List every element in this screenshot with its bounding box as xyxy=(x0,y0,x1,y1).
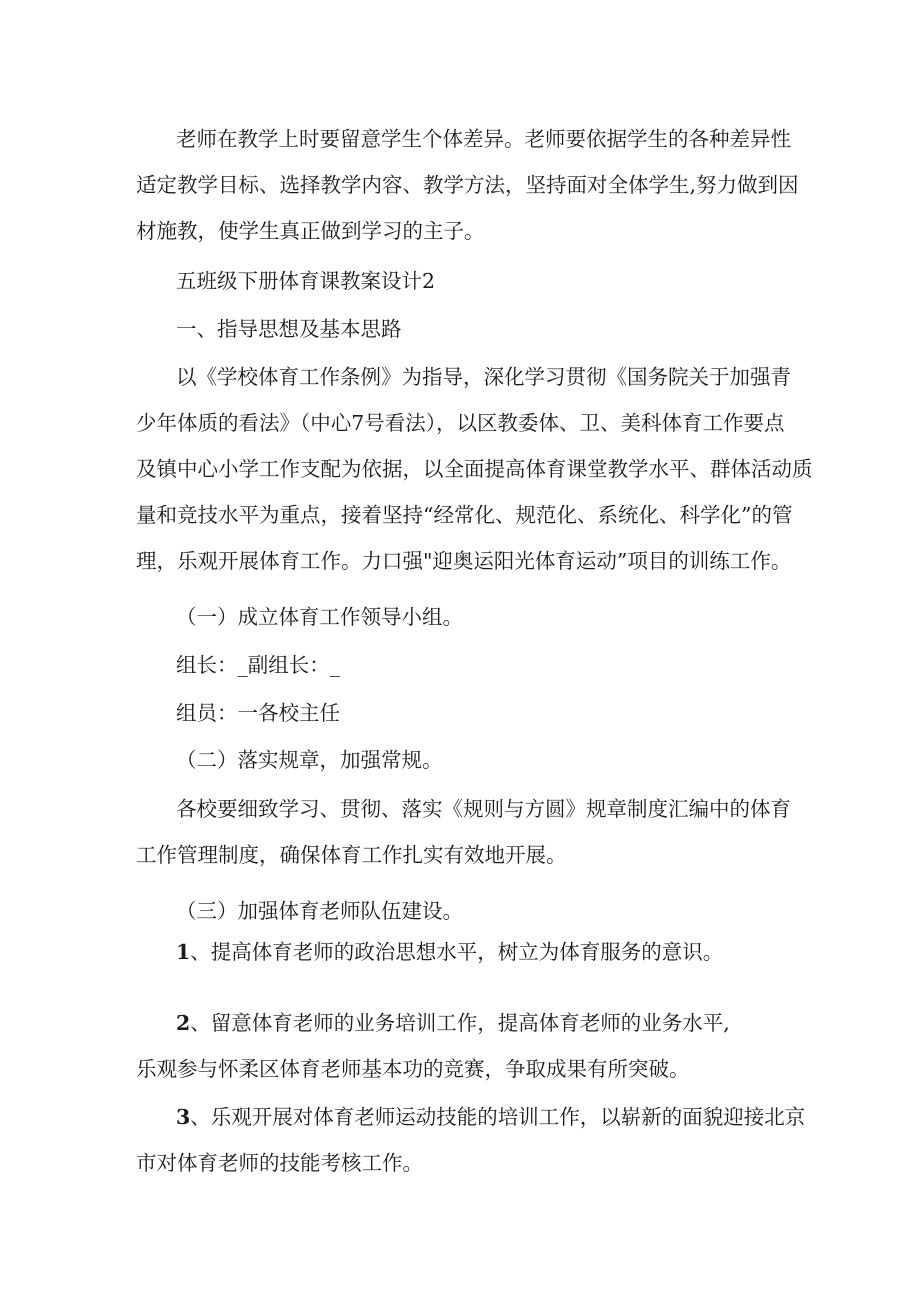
paragraph-guiding-thought xyxy=(136,354,813,584)
subsection-leadership xyxy=(136,594,796,640)
text-line: 材施教，使学生真正做到学习的主子。 xyxy=(136,219,485,243)
list-item-continuation: 乐观参与怀柔区体育老师基本功的竞赛，争取成果有所突破。 xyxy=(136,1057,690,1081)
list-item-number: 3 xyxy=(176,1105,191,1129)
list-item-number: 1 xyxy=(176,940,191,964)
list-item-continuation: 市对体育老师的技能考核工作。 xyxy=(136,1151,423,1175)
text-line: 适定教学目标、选择教学内容、教学方法，坚持面对全体学生,努力做到因 xyxy=(136,173,799,197)
text-line: 量和竞技水平为重点，接着坚持“经常化、规范化、系统化、科学化”的管 xyxy=(136,503,793,527)
text-line: 理，乐观开展体育工作。力口强"迎奥运阳光体育运动”项目的训练工作。 xyxy=(136,549,792,573)
section-title-text: 一、指导思想及基本思路 xyxy=(176,317,402,341)
subsection-regulations xyxy=(136,737,796,783)
paragraph-differentiation xyxy=(136,116,799,254)
leader-text: 组长：_副组长：_ xyxy=(176,653,340,677)
list-item-line xyxy=(136,1094,806,1140)
subsection-text: （三）加强体育老师队伍建设。 xyxy=(176,899,463,923)
list-item-text: 、留意体育老师的业务培训工作，提高体育老师的业务水平, xyxy=(190,1011,730,1035)
text-line: 工作管理制度，确保体育工作扎实有效地开展。 xyxy=(136,843,567,867)
text-line: 各校要细致学习、贯彻、落实《规则与方圆》规章制度汇编中的体育 xyxy=(176,797,791,821)
paragraph-regulations xyxy=(136,786,796,878)
text-line: 及镇中心小学工作支配为依据，以全面提高体育课堂教学水平、群体活动质 xyxy=(136,457,813,481)
list-item-text: 、提高体育老师的政治思想水平，树立为体育服务的意识。 xyxy=(190,940,724,964)
list-item-text: 、乐观开展对体育老师运动技能的培训工作，以崭新的面貌迎接北京 xyxy=(190,1105,806,1129)
section-heading xyxy=(136,258,796,304)
text-line: 少年体质的看法》（中心7号看法），以区教委体、卫、美科体育工作要点 xyxy=(136,411,785,435)
heading-text: 五班级下册体育课教案设计2 xyxy=(176,269,436,293)
subsection-teachers xyxy=(136,888,796,934)
text-line: 老师在教学上时要留意学生个体差异。老师要依据学生的各种差异性 xyxy=(176,127,791,151)
list-item-number: 2 xyxy=(176,1011,191,1035)
subsection-text: （二）落实规章，加强常规。 xyxy=(176,748,443,772)
list-item-1 xyxy=(136,929,796,975)
section-title-guiding xyxy=(136,306,796,352)
leader-line xyxy=(136,642,796,688)
members-text: 组员：一各校主任 xyxy=(176,701,340,725)
subsection-text: （一）成立体育工作领导小组。 xyxy=(176,605,463,629)
list-item-3 xyxy=(136,1094,806,1186)
members-line xyxy=(136,690,796,736)
list-item-line xyxy=(136,1000,796,1046)
text-line: 以《学校体育工作条例》为指导，深化学习贯彻《国务院关于加强青 xyxy=(176,365,791,389)
list-item-2 xyxy=(136,1000,796,1092)
list-item-line xyxy=(136,929,796,975)
